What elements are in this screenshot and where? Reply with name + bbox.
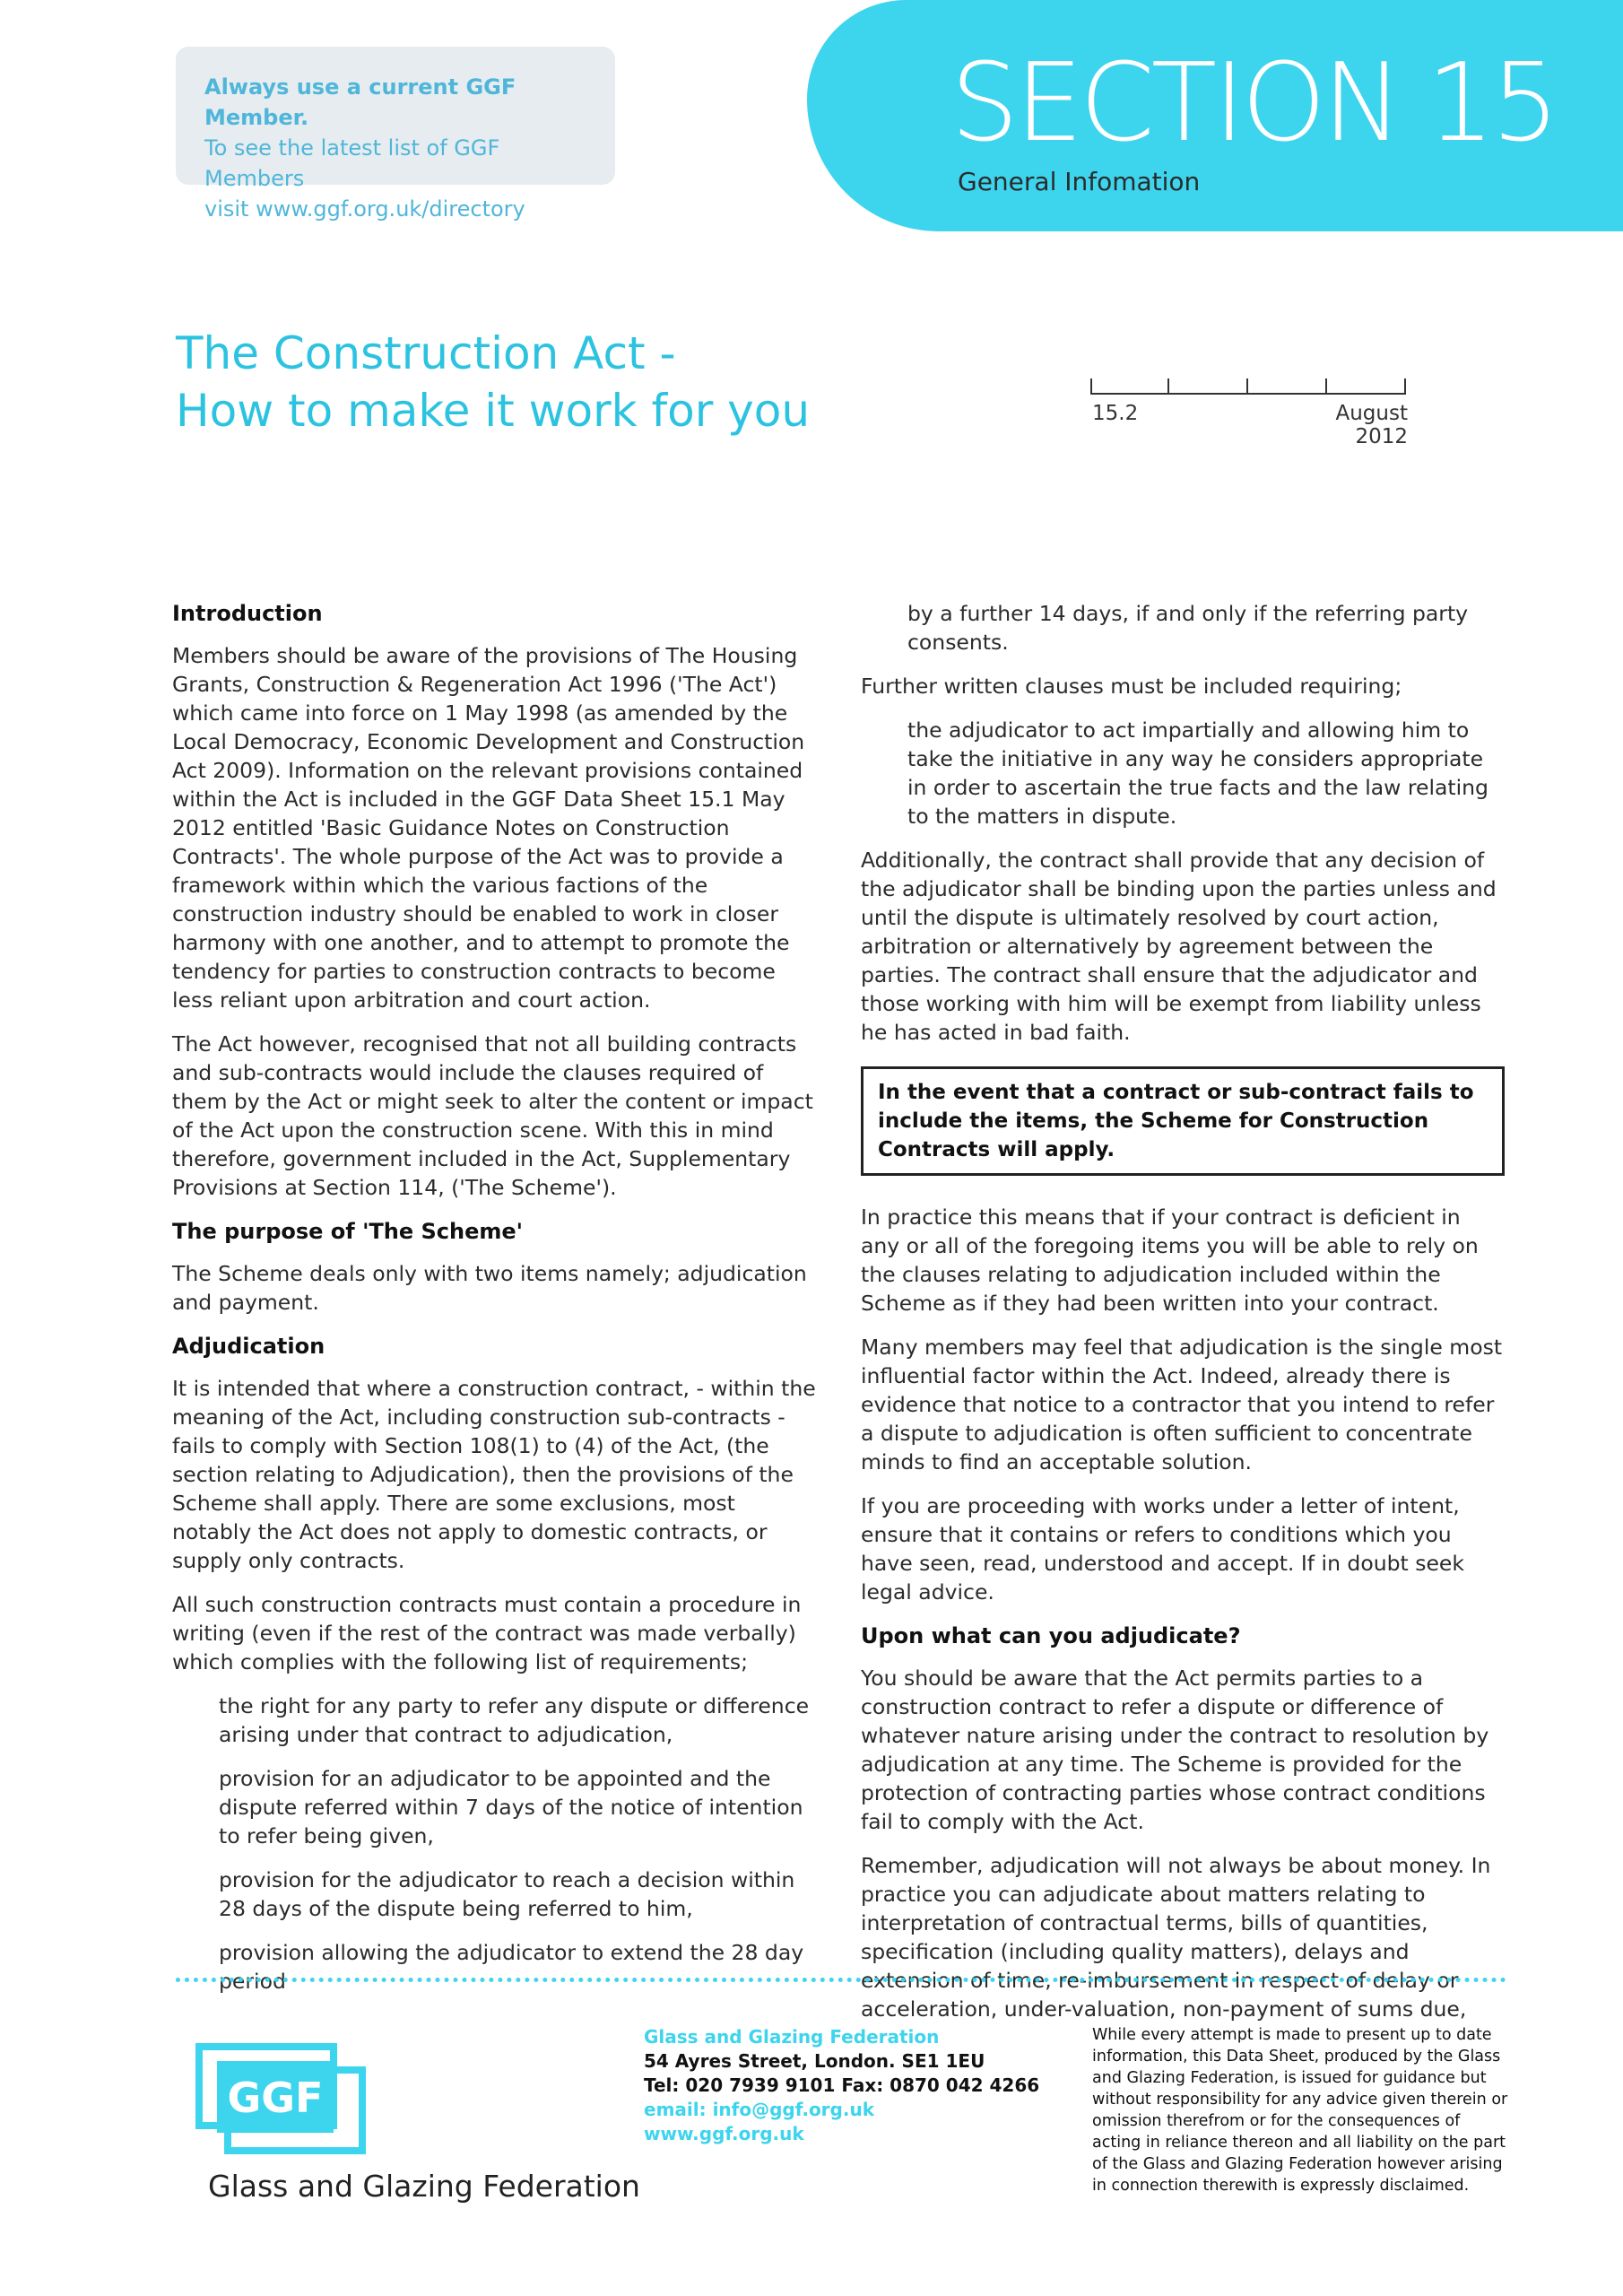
intro-paragraph-1: Members should be aware of the provisions of The Housing Grants, Construction & Regeneration Act 1996 ('The Act') which came into force on 1 May 1998 (as amended by the Local Democracy, Economic Development and Construction Act 2009). Information on the relevant provisions contained within the Act is included in the GGF Data Sheet 15.1 May 2012 entitled 'Basic Guidance Notes on Construction Contracts'. The whole purpose of the Act was to provide a framework within which the various factions of the construction industry should be enabled to work in closer harmony with one another, and to attempt to promote the tendency for parties to construction contracts to become less reliant upon arbitration and court action. (172, 643, 805, 1013)
adjudication-paragraph-1: It is intended that where a construction contract, - within the meaning of the Act, including construction sub-contracts - fails to comply with Section 108(1) to (4) of the Act, (the section relating to Adjudication), then the provisions of the Scheme shall apply. There are some exclusions, most notably the Act does not apply to domestic contracts, or supply only contracts. (172, 1376, 816, 1573)
adjudication-paragraph-2: All such construction contracts must contain a procedure in writing (even if the rest of the contract was made verbally) which complies with the following list of requirements; (172, 1592, 802, 1674)
section-number: 15 (1426, 41, 1557, 166)
section-heading (950, 41, 1557, 166)
letter-of-intent-paragraph: If you are proceeding with works under a letter of intent, ensure that it contains or refers to conditions which you have seen, read, understood and accept. If in doubt seek legal advice. (861, 1493, 1464, 1605)
adjudication-heading: Adjudication (172, 1334, 325, 1359)
disclaimer-text: While every attempt is made to present up to date information, this Data Sheet, produced by the Glass and Glazing Federation, is issued for guidance but without responsibility for any advice given therein or omission therefrom or for the consequences of acting in reliance thereon and all liability on the part of the Glass and Glazing Federation however arising in connection therewith is expressly disclaimed. (1092, 2026, 1508, 2195)
org-address: 54 Ayres Street, London. SE1 1EU (644, 2050, 985, 2072)
practice-paragraph: In practice this means that if your contract is deficient in any or all of the foregoing items you will be able to rely on the clauses relating to adjudication included within the Scheme as if they had been written into your contract. (861, 1205, 1479, 1316)
ggf-member-notice (176, 47, 615, 222)
datasheet-date: August 2012 (1335, 402, 1408, 448)
logo-text: GGF (227, 2074, 324, 2122)
remember-paragraph: Remember, adjudication will not always be about money. In practice you can adjudicate about matters relating to interpretation of contractual terms, bills of quantities, specification (including quality matters), delays and extension of time, re-imbursement in respect of delay or acceleration, under-valuation, non-payment of sums due, (861, 1853, 1491, 2022)
notice-line-2: To see the latest list of GGF Members (204, 135, 500, 191)
additionally-paragraph: Additionally, the contract shall provide that any decision of the adjudicator shall be binding upon the parties unless and until the dispute is ultimately resolved by court action, arbitration or alternatively by agreement between the parties. The contract shall ensure that the adjudicator and those working with him will be exempt from liability unless he has acted in bad faith. (861, 848, 1497, 1045)
footer-divider (176, 1978, 1506, 1982)
org-name: Glass and Glazing Federation (644, 2026, 940, 2048)
purpose-heading: The purpose of 'The Scheme' (172, 1219, 524, 1244)
ggf-logo (195, 2043, 366, 2154)
org-website-link[interactable]: www.ggf.org.uk (644, 2123, 804, 2144)
requirement-item: provision for the adjudicator to reach a decision within 28 days of the dispute being referred to him, (219, 1867, 795, 1921)
section-banner (807, 0, 1623, 231)
section-subtitle: General Infomation (958, 167, 1201, 196)
datasheet-number: 15.2 (1092, 402, 1139, 425)
requirement-item: provision for an adjudicator to be appointed and the dispute referred within 7 days of the notice of intention to refer being given, (219, 1766, 803, 1848)
intro-paragraph-2: The Act however, recognised that not all building contracts and sub-contracts would include the clauses required of them by the Act or might seek to alter the content or impact of the Act upon the construction scene. With this in mind therefore, government included in the Act, Supplementary Provisions at Section 114, ('The Scheme'). (172, 1031, 813, 1200)
aware-paragraph: You should be aware that the Act permits parties to a construction contract to refer a dispute or difference of whatever nature arising under the contract to resolution by adjudication at any time. The Scheme is provided for the protection of contracting parties whose contract conditions fail to comply with the Act. (861, 1665, 1489, 1834)
right-column (861, 599, 1505, 2039)
members-paragraph: Many members may feel that adjudication is the single most influential factor within the Act. Indeed, already there is evidence that notice to a contractor that you intend to refer a dispute to adjudication is often sufficient to concentrate minds to find an acceptable solution. (861, 1335, 1503, 1474)
notice-line-1: Always use a current GGF Member. (204, 74, 516, 130)
upon-what-heading: Upon what can you adjudicate? (861, 1623, 1241, 1648)
further-clauses-paragraph: Further written clauses must be included requiring; (861, 674, 1402, 699)
section-word: SECTION (950, 41, 1400, 166)
purpose-paragraph: The Scheme deals only with two items namely; adjudication and payment. (172, 1261, 807, 1315)
requirement-item: the adjudicator to act impartially and allowing him to take the initiative in any way he considers appropriate in order to ascertain the true facts and the law relating to the matters in dispute. (907, 718, 1488, 829)
title-line-2: How to make it work for you (176, 385, 811, 437)
logo-caption: Glass and Glazing Federation (208, 2169, 640, 2204)
document-title (176, 325, 810, 439)
notice-directory-link[interactable]: visit www.ggf.org.uk/directory (204, 196, 525, 222)
scheme-callout-box: In the event that a contract or sub-contract fails to include the items, the Scheme for Construction Contracts will apply. (861, 1066, 1505, 1176)
requirement-continuation: by a further 14 days, if and only if the referring party consents. (907, 601, 1469, 655)
left-column (172, 599, 818, 2011)
reference-ruler (1090, 377, 1406, 395)
contact-block (644, 2025, 1039, 2146)
requirement-item: the right for any party to refer any dispute or difference arising under that contract to adjudication, (219, 1693, 810, 1747)
title-line-1: The Construction Act - (176, 327, 676, 379)
org-phone-fax: Tel: 020 7939 9101 Fax: 0870 042 4266 (644, 2074, 1040, 2096)
intro-heading: Introduction (172, 601, 323, 626)
org-email-link[interactable]: email: info@ggf.org.uk (644, 2099, 875, 2120)
requirement-item: provision allowing the adjudicator to extend the 28 day period (219, 1940, 804, 1994)
